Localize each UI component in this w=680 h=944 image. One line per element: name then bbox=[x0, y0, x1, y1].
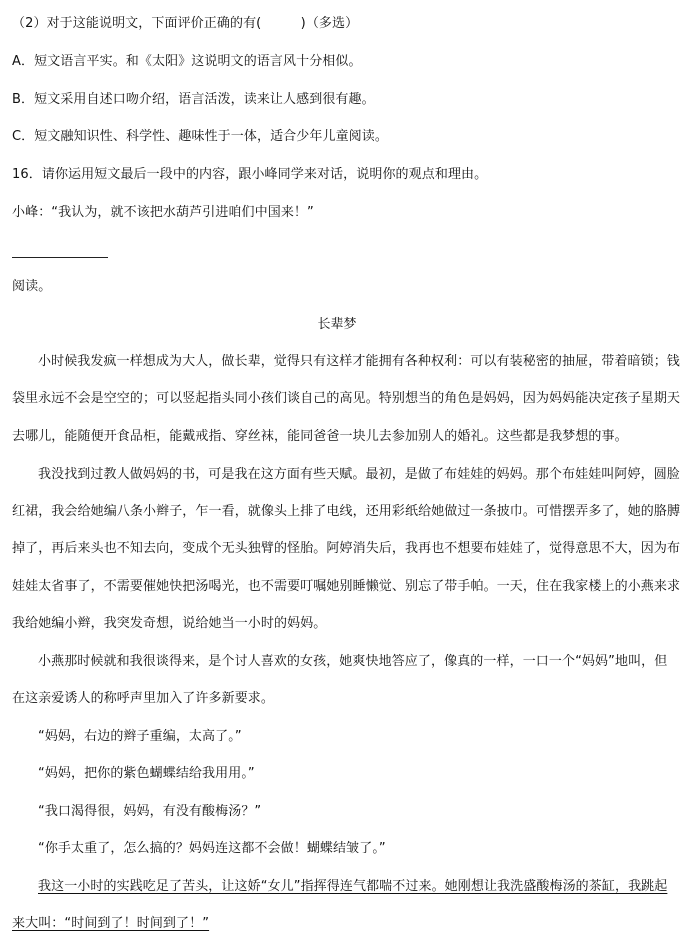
paragraph-1-line-3: 去哪儿，能随便开食品柜，能戴戒指、穿丝袜，能同爸爸一块儿去参加别人的婚礼。这些都是我梦想的事。 bbox=[12, 429, 628, 444]
read-label: 阅读。 bbox=[12, 279, 52, 294]
paragraph-2-line-5: 我给她编小辫，我突发奇想，说给她当一小时的妈妈。 bbox=[12, 616, 327, 631]
option-b: B．短文采用自述口吻介绍，语言活泼，读来让人感到很有趣。 bbox=[12, 92, 375, 107]
xiaofeng-quote: 小峰：“我认为，就不该把水葫芦引进咱们中国来！” bbox=[12, 205, 314, 220]
option-a: A．短文语言平实。和《太阳》这说明文的语言风十分相似。 bbox=[12, 54, 362, 69]
dialogue-line-2: “妈妈，把你的紫色蝴蝶结给我用用。” bbox=[38, 766, 255, 781]
dialogue-line-3: “我口渴得很，妈妈，有没有酸梅汤？” bbox=[38, 804, 262, 819]
dialogue-line-1: “妈妈，右边的辫子重编，太高了。” bbox=[38, 729, 242, 744]
paragraph-3-line-2: 在这亲爱诱人的称呼声里加入了许多新要求。 bbox=[12, 691, 275, 706]
answer-blank-line bbox=[12, 257, 108, 258]
final-paragraph-line-2: 来大叫：“时间到了！时间到了！” bbox=[12, 916, 210, 931]
final-paragraph-line-1: 我这一小时的实践吃足了苦头，让这娇“女儿”指挥得连气都喘不过来。她刚想让我洗盛酸梅汤的茶缸，我跳起 bbox=[38, 879, 668, 894]
question-16: 16．请你运用短文最后一段中的内容，跟小峰同学来对话，说明你的观点和理由。 bbox=[12, 167, 488, 182]
option-c: C．短文融知识性、科学性、趣味性于一体，适合少年儿童阅读。 bbox=[12, 129, 388, 144]
paragraph-2-line-4: 娃娃太省事了，不需要催她快把汤喝光，也不需要叮嘱她别睡懒觉、别忘了带手帕。一天，住在我家楼上的小燕来求 bbox=[12, 579, 680, 594]
paragraph-2-line-3: 掉了，再后来头也不知去向，变成个无头独臂的怪胎。阿婷消失后，我再也不想要布娃娃了，觉得意思不大，因为布 bbox=[12, 541, 680, 556]
paragraph-2-line-1: 我没找到过教人做妈妈的书，可是我在这方面有些天赋。最初，是做了布娃娃的妈妈。那个布娃娃叫阿婷，圆脸 bbox=[38, 467, 680, 482]
question-part-2: （2）对于这能说明文，下面评价正确的有( )（多选） bbox=[12, 16, 359, 31]
dialogue-line-4: “你手太重了，怎么搞的？妈妈连这都不会做！蝴蝶结皱了。” bbox=[38, 841, 386, 856]
article-title: 长辈梦 bbox=[317, 317, 357, 332]
paragraph-1-line-2: 袋里永远不会是空空的；可以竖起指头同小孩们谈自己的高见。特别想当的角色是妈妈，因为妈妈能决定孩子星期天 bbox=[12, 391, 680, 406]
paragraph-3-line-1: 小燕那时候就和我很谈得来，是个讨人喜欢的女孩，她爽快地答应了，像真的一样，一口一个“妈妈”地叫，但 bbox=[38, 654, 668, 669]
paragraph-2-line-2: 红裙，我会给她编八条小辫子，乍一看，就像头上排了电线，还用彩纸给她做过一条披巾。可惜摆弄多了，她的胳膊 bbox=[12, 504, 680, 519]
paragraph-1-line-1: 小时候我发疯一样想成为大人，做长辈，觉得只有这样才能拥有各种权利：可以有装秘密的抽屉，带着暗锁；钱 bbox=[38, 354, 680, 369]
